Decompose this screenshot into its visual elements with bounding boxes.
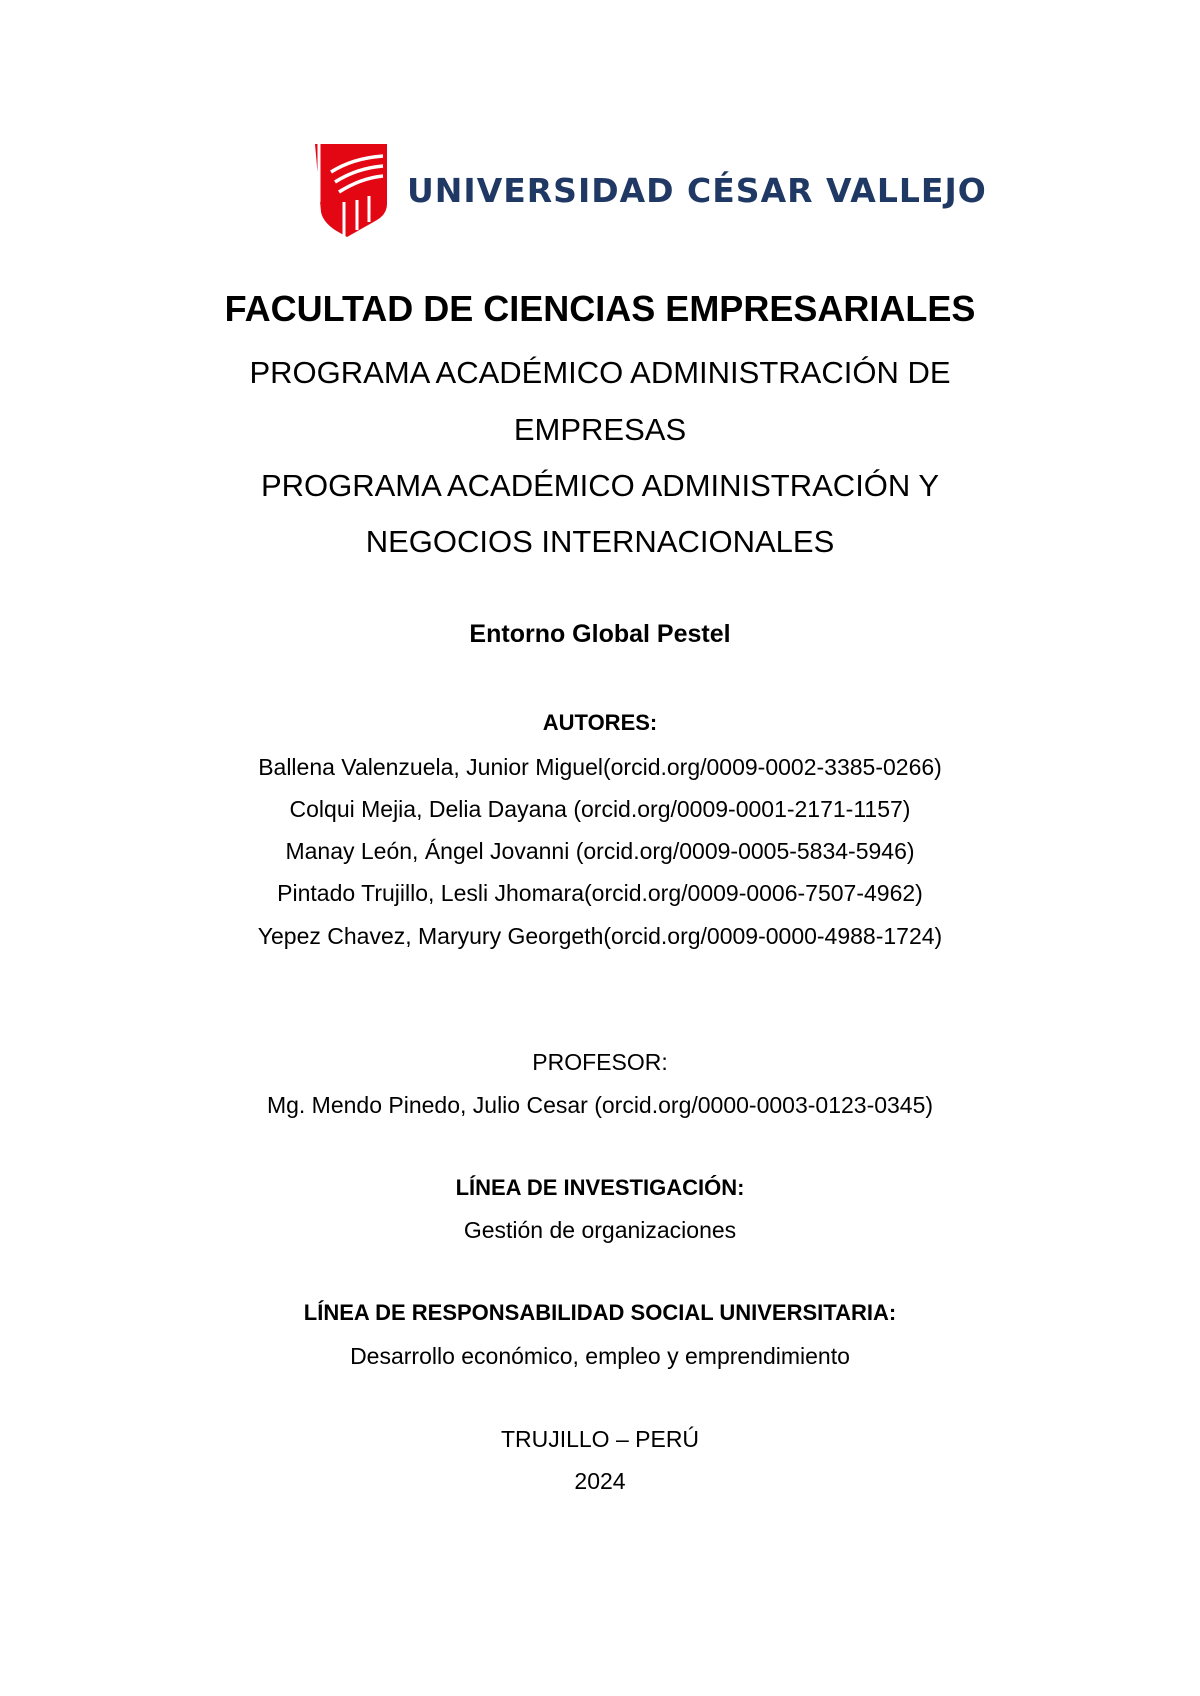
university-name: UNIVERSIDAD CÉSAR VALLEJO — [407, 170, 987, 210]
program-line-3: PROGRAMA ACADÉMICO ADMINISTRACIÓN Y — [260, 468, 940, 503]
university-shield-icon — [313, 142, 389, 238]
author-item: Yepez Chavez, Maryury Georgeth(orcid.org/0009-0000-4988-1724) — [257, 923, 943, 949]
author-item: Pintado Trujillo, Lesli Jhomara(orcid.org/0009-0006-7507-4962) — [277, 880, 923, 906]
author-item: Colqui Mejia, Delia Dayana (orcid.org/0009-0001-2171-1157) — [289, 796, 911, 822]
author-item: Ballena Valenzuela, Junior Miguel(orcid.org/0009-0002-3385-0266) — [258, 754, 942, 780]
program-line-2: EMPRESAS — [513, 412, 687, 447]
faculty-title: FACULTAD DE CIENCIAS EMPRESARIALES — [224, 288, 976, 329]
place: TRUJILLO – PERÚ — [500, 1426, 700, 1452]
research-line-heading: LÍNEA DE INVESTIGACIÓN: — [455, 1175, 745, 1200]
author-item: Manay León, Ángel Jovanni (orcid.org/0009-0005-5834-5946) — [285, 838, 915, 864]
professor-name: Mg. Mendo Pinedo, Julio Cesar (orcid.org/0000-0003-0123-0345) — [266, 1092, 934, 1118]
year: 2024 — [574, 1468, 626, 1494]
research-line-value: Gestión de organizaciones — [463, 1217, 737, 1243]
professor-heading: PROFESOR: — [532, 1049, 668, 1075]
authors-heading: AUTORES: — [542, 710, 658, 735]
social-line-heading: LÍNEA DE RESPONSABILIDAD SOCIAL UNIVERSITARIA: — [303, 1300, 897, 1325]
program-line-1: PROGRAMA ACADÉMICO ADMINISTRACIÓN DE — [249, 355, 951, 390]
social-line-value: Desarrollo económico, empleo y emprendimiento — [350, 1343, 850, 1369]
program-line-4: NEGOCIOS INTERNACIONALES — [365, 524, 835, 559]
document-subject: Entorno Global Pestel — [469, 620, 731, 648]
university-logo — [313, 142, 987, 238]
